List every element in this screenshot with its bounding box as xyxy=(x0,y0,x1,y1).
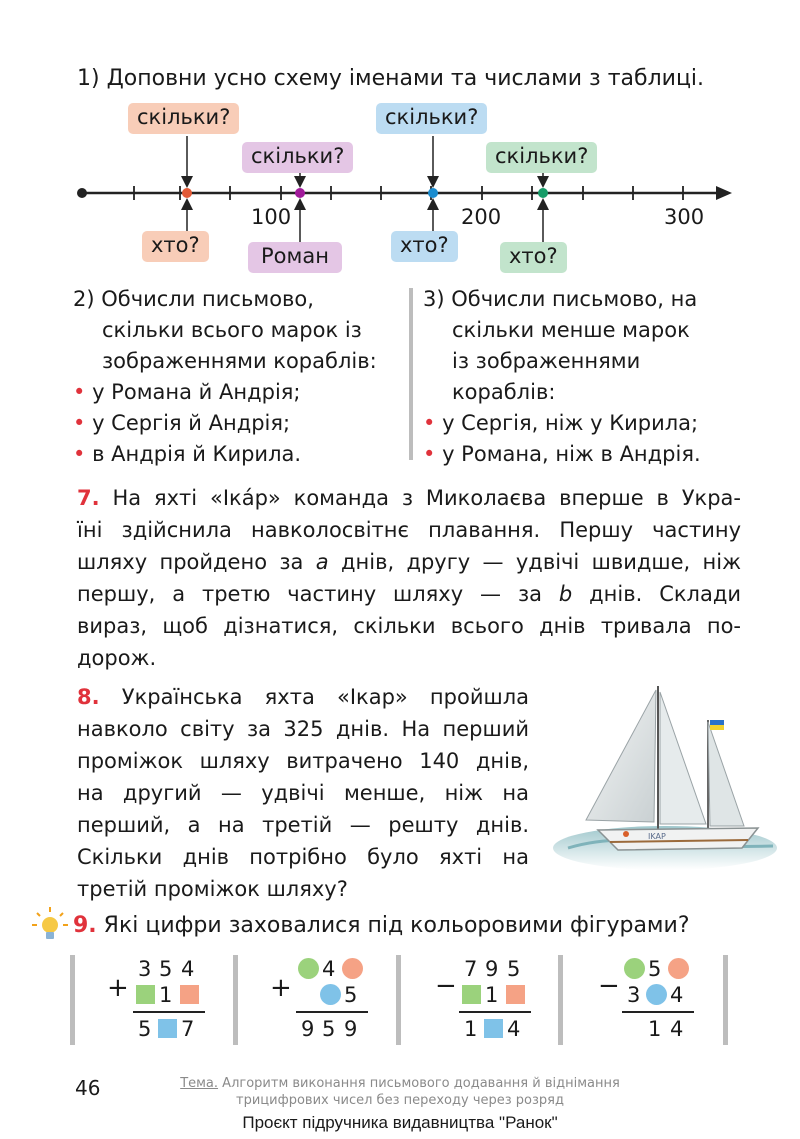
minus-sign: − xyxy=(435,971,457,1001)
task8-line: Скільки днів потрібно було яхті на xyxy=(77,845,529,869)
plus-sign: + xyxy=(107,973,129,1003)
variable-b: b xyxy=(558,582,573,606)
task2-line: скільки всього марок із xyxy=(102,318,362,342)
tick-label-300: 300 xyxy=(664,205,705,229)
orange-circle-shape xyxy=(668,958,689,979)
point-4 xyxy=(538,188,548,198)
digit: 4 xyxy=(181,957,195,981)
orange-square-shape xyxy=(180,985,199,1004)
difference-line xyxy=(622,1011,694,1013)
task2-bullet-item: • в Андрія й Кирила. xyxy=(73,442,302,466)
task8-line: перший, а на третій — решту днів. xyxy=(77,813,529,837)
digit: 1 xyxy=(464,1017,478,1041)
task3-bullet-item: • у Романа, ніж в Андрія. xyxy=(423,442,701,466)
task8-line: навколо світу за 325 днів. На перший xyxy=(77,717,529,741)
task-2 xyxy=(73,284,377,470)
digit: 4 xyxy=(507,1017,521,1041)
digit: 4 xyxy=(670,1017,684,1041)
page-number: 46 xyxy=(75,1076,101,1100)
digit: 9 xyxy=(344,1017,358,1041)
digit: 4 xyxy=(322,957,336,981)
green-square-shape xyxy=(462,985,481,1004)
topic-label: Тема. xyxy=(180,1076,219,1091)
blue-circle-shape xyxy=(646,984,667,1005)
tag-how-many-4: скільки? xyxy=(486,142,597,173)
column-problem-3 xyxy=(433,955,543,1045)
green-circle-shape xyxy=(298,958,319,979)
task8-line: на другий — удвічі менше, ніж на xyxy=(77,781,529,805)
task2-bullet-item: • у Сергія й Андрія; xyxy=(73,411,291,435)
axis-arrow-icon xyxy=(716,186,732,200)
variable-a: a xyxy=(315,550,329,574)
digit: 1 xyxy=(648,1017,662,1041)
yacht-icon xyxy=(548,680,783,880)
digit: 3 xyxy=(138,957,152,981)
bullet-icon: • xyxy=(73,380,86,404)
task8-number: 8. xyxy=(77,685,100,709)
digit: 5 xyxy=(138,1017,152,1041)
task8-line: проміжок шляху витрачено 140 днів, xyxy=(77,749,529,773)
task-9-instruction: 9. Які цифри заховалися під кольоровими фігурами? xyxy=(73,913,690,938)
task3-line: кораблів: xyxy=(452,380,556,404)
orange-square-shape xyxy=(506,985,525,1004)
problem-divider xyxy=(723,955,728,1045)
problem-divider xyxy=(70,955,75,1045)
digit: 1 xyxy=(485,983,499,1007)
digit: 7 xyxy=(464,957,478,981)
task3-bullet-item: • у Сергія, ніж у Кирила; xyxy=(423,411,699,435)
task8-line: третій проміжок шляху? xyxy=(77,877,348,901)
green-square-shape xyxy=(136,985,155,1004)
task7-line: шляху пройдено за a днів, другу — удвічі швидше, ніж xyxy=(77,550,741,574)
task9-number: 9. xyxy=(73,913,97,938)
point-2 xyxy=(295,188,305,198)
tag-how-many-2: скільки? xyxy=(242,142,353,173)
task3-line: скільки менше марок xyxy=(452,318,690,342)
digit: 5 xyxy=(648,957,662,981)
green-circle-shape xyxy=(624,958,645,979)
task7-line: 7. На яхті «Ікáр» команда з Миколаєва вперше в Укра- xyxy=(77,486,741,510)
sum-line xyxy=(133,1011,205,1013)
bullet-icon: • xyxy=(73,411,86,435)
blue-square-shape xyxy=(158,1019,177,1038)
task7-line: дорож. xyxy=(77,646,157,670)
column-problem-1 xyxy=(107,955,217,1045)
problem-divider xyxy=(233,955,238,1045)
orange-circle-shape xyxy=(342,958,363,979)
yacht-illustration xyxy=(548,680,783,880)
tick-label-100: 100 xyxy=(251,205,292,229)
tag-who-2: хто? xyxy=(391,231,458,262)
boat-name: IKAP xyxy=(648,832,666,841)
tag-name-roman: Роман xyxy=(248,242,342,273)
digit: 5 xyxy=(322,1017,336,1041)
blue-circle-shape xyxy=(320,984,341,1005)
task3-line: із зображеннями xyxy=(452,349,641,373)
bullet-icon: • xyxy=(73,442,86,466)
task3-line: 3) Обчисли письмово, на xyxy=(423,287,698,311)
task7-number: 7. xyxy=(77,486,100,510)
digit: 4 xyxy=(670,983,684,1007)
task2-bullet-item: • у Романа й Андрія; xyxy=(73,380,301,404)
column-problem-4 xyxy=(596,955,706,1045)
digit: 5 xyxy=(344,983,358,1007)
digit: 3 xyxy=(627,983,641,1007)
tag-how-many-3: скільки? xyxy=(376,103,487,134)
blue-square-shape xyxy=(484,1019,503,1038)
digit: 1 xyxy=(159,983,173,1007)
lightbulb-icon xyxy=(30,905,70,945)
tag-how-many-1: скільки? xyxy=(128,103,239,134)
task1-instruction: 1) Доповни усно схему іменами та числами з таблиці. xyxy=(77,66,705,91)
digit: 5 xyxy=(507,957,521,981)
tag-who-1: хто? xyxy=(142,231,209,262)
task2-line: 2) Обчисли письмово, xyxy=(73,287,314,311)
task2-line: зображеннями кораблів: xyxy=(102,349,377,373)
plus-sign: + xyxy=(270,973,292,1003)
digit: 7 xyxy=(181,1017,195,1041)
footer-topic: Тема. Алгоритм виконання письмового додавання й віднімання трицифрових чисел без переходу через розряд xyxy=(180,1076,620,1108)
digit: 5 xyxy=(159,957,173,981)
task7-line: вираз, щоб дізнатися, скільки всього днів тривала по- xyxy=(77,614,741,638)
problem-divider xyxy=(558,955,563,1045)
sum-line xyxy=(296,1011,368,1013)
task-7 xyxy=(77,482,741,674)
publisher-note: Проєкт підручника видавництва "Ранок" xyxy=(242,1113,558,1132)
task7-line: їні здійснила навколосвітнє плавання. Першу частину xyxy=(77,518,741,542)
task8-line: 8. Українська яхта «Ікар» пройшла xyxy=(77,685,529,709)
bullet-icon: • xyxy=(423,411,436,435)
problem-divider xyxy=(396,955,401,1045)
bullet-icon: • xyxy=(423,442,436,466)
digit: 9 xyxy=(485,957,499,981)
digit: 9 xyxy=(301,1017,315,1041)
number-line-diagram xyxy=(0,100,800,280)
column-problem-2 xyxy=(270,955,380,1045)
tag-who-3: хто? xyxy=(500,242,567,273)
task-3 xyxy=(423,284,701,470)
task-8 xyxy=(77,681,529,905)
column-divider xyxy=(409,288,413,460)
point-3 xyxy=(428,188,438,198)
point-1 xyxy=(182,188,192,198)
difference-line xyxy=(459,1011,531,1013)
minus-sign: − xyxy=(598,971,620,1001)
tick-label-200: 200 xyxy=(461,205,502,229)
task7-line: першу, а третю частину шляху — за b днів. Склади xyxy=(77,582,741,606)
